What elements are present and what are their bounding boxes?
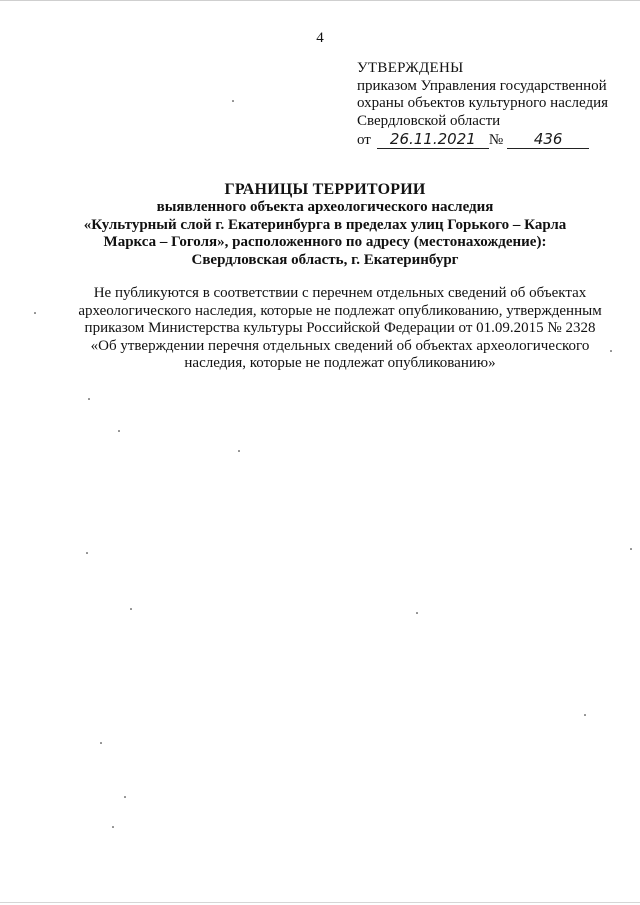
approval-date-number-line [357, 130, 627, 149]
document-title: ГРАНИЦЫ ТЕРРИТОРИИ [224, 181, 426, 198]
number-prefix: № [488, 131, 504, 148]
scan-speck [124, 796, 126, 798]
scan-speck [100, 742, 102, 744]
page-number: 4 [316, 30, 324, 46]
approval-line: Свердловской области [357, 112, 501, 129]
scan-speck [416, 612, 418, 614]
body-line: приказом Министерства культуры Российской Федерации от 01.09.2015 № 2328 [84, 320, 596, 336]
scan-speck [584, 714, 586, 716]
top-scan-edge [0, 0, 640, 1]
body-line: наследия, которые не подлежат опубликованию» [184, 355, 496, 371]
body-line: «Об утверждении перечня отдельных сведений об объектах археологического [90, 337, 590, 354]
approval-heading: УТВЕРЖДЕНЫ [357, 60, 464, 76]
handwritten-order-number: 436 [507, 131, 589, 149]
date-prefix: от [357, 131, 371, 148]
approval-stamp-block [357, 60, 627, 149]
approval-line: охраны объектов культурного наследия [357, 95, 609, 111]
scan-speck [610, 350, 612, 352]
scan-speck [130, 608, 132, 610]
scan-speck [112, 826, 114, 828]
scan-speck [118, 430, 120, 432]
title-line: выявленного объекта археологического наследия [156, 199, 494, 215]
scan-speck [88, 398, 90, 400]
approval-line: приказом Управления государственной [357, 77, 607, 94]
body-paragraph [60, 285, 620, 373]
scan-speck [232, 100, 234, 102]
scan-speck [86, 552, 88, 554]
title-line: «Культурный слой г. Екатеринбурга в пределах улиц Горького – Карла [83, 216, 567, 233]
body-line: археологического наследия, которые не подлежат опубликованию, утвержденным [78, 302, 602, 319]
document-title-block [60, 180, 590, 269]
handwritten-date: 26.11.2021 [377, 131, 489, 149]
title-line: Свердловская область, г. Екатеринбург [191, 251, 459, 268]
bottom-scan-edge [0, 902, 640, 903]
scan-speck [630, 548, 632, 550]
body-line: Не публикуются в соответствии с перечнем отдельных сведений об объектах [93, 285, 587, 301]
title-line: Маркса – Гоголя», расположенного по адресу (местонахождение): [103, 234, 547, 250]
scan-speck [238, 450, 240, 452]
scan-speck [34, 312, 36, 314]
